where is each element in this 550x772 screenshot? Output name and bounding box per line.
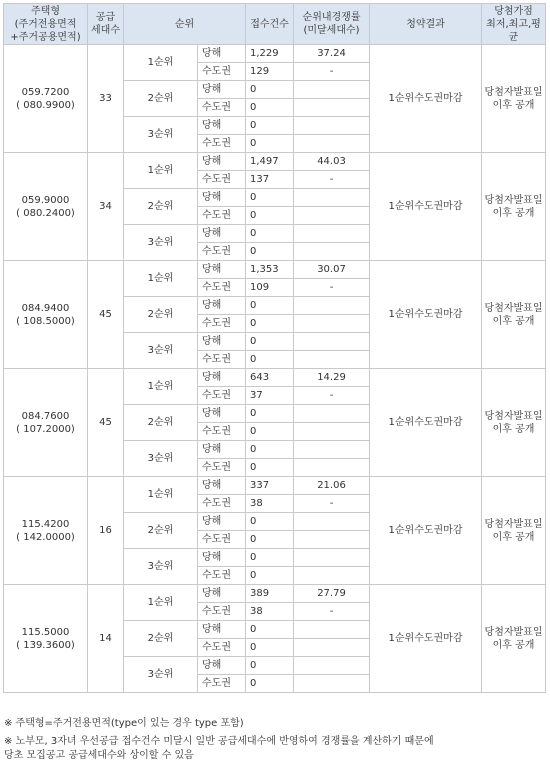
competition-cell: - (294, 603, 370, 621)
competition-cell: 37.24 (294, 45, 370, 63)
rank-cell: 1순위 (124, 477, 198, 513)
winning-score-line1: 당첨자발표일 (484, 518, 543, 530)
applications-cell: 0 (246, 531, 294, 549)
table-row (4, 261, 546, 279)
applications-cell: 0 (246, 81, 294, 99)
competition-cell: - (294, 495, 370, 513)
area-cell: 당해 (198, 549, 246, 567)
table-row (4, 585, 546, 603)
rank-cell: 2순위 (124, 405, 198, 441)
winning-score-line2: 이후 공개 (492, 423, 535, 435)
competition-cell (294, 135, 370, 153)
competition-cell: - (294, 171, 370, 189)
rank-cell: 1순위 (124, 45, 198, 81)
footnote-2 (4, 735, 434, 763)
rank-cell: 1순위 (124, 153, 198, 189)
housing-type-cell (4, 585, 88, 693)
applications-cell: 389 (246, 585, 294, 603)
area-cell: 수도권 (198, 639, 246, 657)
area-cell: 당해 (198, 657, 246, 675)
applications-cell: 129 (246, 63, 294, 81)
result-cell: 1순위수도권마감 (370, 45, 482, 153)
area-cell: 수도권 (198, 315, 246, 333)
applications-cell: 0 (246, 351, 294, 369)
rank-cell: 3순위 (124, 657, 198, 693)
header-housing-type (4, 4, 88, 45)
applications-cell: 0 (246, 333, 294, 351)
housing-type-sub: ( 142.0000) (16, 531, 75, 543)
rank-cell: 3순위 (124, 225, 198, 261)
area-cell: 수도권 (198, 423, 246, 441)
housing-type-cell (4, 153, 88, 261)
header-type-line1: 주택형 (31, 5, 60, 17)
supply-units-cell: 14 (88, 585, 124, 693)
area-cell: 수도권 (198, 459, 246, 477)
header-price-line1: 당첨가점 (494, 5, 533, 17)
area-cell: 당해 (198, 333, 246, 351)
applications-cell: 0 (246, 207, 294, 225)
winning-score-cell (482, 369, 546, 477)
area-cell: 당해 (198, 477, 246, 495)
rank-cell: 3순위 (124, 549, 198, 585)
rank-cell: 2순위 (124, 189, 198, 225)
applications-cell: 0 (246, 135, 294, 153)
rank-cell: 2순위 (124, 81, 198, 117)
applications-cell: 0 (246, 657, 294, 675)
table-row (4, 45, 546, 63)
housing-type-cell (4, 45, 88, 153)
area-cell: 당해 (198, 261, 246, 279)
applications-cell: 337 (246, 477, 294, 495)
competition-cell: - (294, 63, 370, 81)
area-cell: 수도권 (198, 99, 246, 117)
area-cell: 당해 (198, 117, 246, 135)
applications-cell: 1,229 (246, 45, 294, 63)
competition-cell (294, 99, 370, 117)
competition-cell (294, 207, 370, 225)
area-cell: 수도권 (198, 603, 246, 621)
winning-score-line1: 당첨자발표일 (484, 410, 543, 422)
applications-cell: 643 (246, 369, 294, 387)
competition-cell (294, 549, 370, 567)
competition-cell (294, 81, 370, 99)
housing-type-cell (4, 369, 88, 477)
applications-cell: 0 (246, 567, 294, 585)
applications-cell: 0 (246, 675, 294, 693)
competition-cell (294, 333, 370, 351)
applications-cell: 37 (246, 387, 294, 405)
area-cell: 당해 (198, 369, 246, 387)
competition-cell: 14.29 (294, 369, 370, 387)
footnote-1: ※ 주택형=주거전용면적(type이 있는 경우 type 포함) (4, 718, 244, 729)
table-body (4, 45, 546, 693)
result-cell: 1순위수도권마감 (370, 585, 482, 693)
header-supply-line1: 공급 (95, 12, 116, 23)
applications-cell: 0 (246, 225, 294, 243)
winning-score-line2: 이후 공개 (492, 531, 535, 543)
supply-units-cell: 16 (88, 477, 124, 585)
header-result: 청약결과 (370, 4, 482, 45)
applications-cell: 0 (246, 423, 294, 441)
header-competition-line2: (미달세대수) (303, 25, 360, 36)
rank-cell: 1순위 (124, 585, 198, 621)
applications-cell: 0 (246, 513, 294, 531)
winning-score-line1: 당첨자발표일 (484, 86, 543, 98)
header-type-line3: +주거공용면적) (10, 31, 81, 43)
rank-cell: 3순위 (124, 441, 198, 477)
winning-score-line2: 이후 공개 (492, 99, 535, 111)
header-competition-line1: 순위내경쟁률 (302, 12, 361, 23)
rank-cell: 1순위 (124, 261, 198, 297)
competition-cell: - (294, 279, 370, 297)
winning-score-cell (482, 45, 546, 153)
rank-cell: 3순위 (124, 117, 198, 153)
applications-cell: 38 (246, 495, 294, 513)
competition-cell: 30.07 (294, 261, 370, 279)
winning-score-line1: 당첨자발표일 (484, 194, 543, 206)
area-cell: 수도권 (198, 207, 246, 225)
header-winning-score (482, 4, 546, 45)
footnotes (4, 717, 434, 767)
header-supply-line2: 세대수 (91, 25, 120, 36)
applications-cell: 1,353 (246, 261, 294, 279)
competition-cell (294, 243, 370, 261)
area-cell: 당해 (198, 153, 246, 171)
applications-cell: 0 (246, 99, 294, 117)
area-cell: 당해 (198, 405, 246, 423)
header-competition (294, 4, 370, 45)
competition-cell (294, 117, 370, 135)
area-cell: 수도권 (198, 63, 246, 81)
competition-cell (294, 423, 370, 441)
area-cell: 수도권 (198, 675, 246, 693)
winning-score-line1: 당첨자발표일 (484, 626, 543, 638)
area-cell: 수도권 (198, 531, 246, 549)
competition-cell: - (294, 387, 370, 405)
competition-cell (294, 639, 370, 657)
rank-cell: 3순위 (124, 333, 198, 369)
area-cell: 수도권 (198, 135, 246, 153)
competition-cell (294, 621, 370, 639)
area-cell: 수도권 (198, 495, 246, 513)
table-row (4, 369, 546, 387)
applications-cell: 1,497 (246, 153, 294, 171)
result-cell: 1순위수도권마감 (370, 477, 482, 585)
applications-cell: 0 (246, 621, 294, 639)
competition-cell: 44.03 (294, 153, 370, 171)
area-cell: 수도권 (198, 351, 246, 369)
header-rank: 순위 (124, 4, 246, 45)
area-cell: 수도권 (198, 387, 246, 405)
area-cell: 당해 (198, 297, 246, 315)
competition-cell (294, 315, 370, 333)
housing-type-sub: ( 139.3600) (16, 639, 75, 651)
applications-cell: 38 (246, 603, 294, 621)
competition-cell (294, 675, 370, 693)
rank-cell: 2순위 (124, 297, 198, 333)
housing-type-main: 115.5000 (21, 626, 70, 638)
applications-cell: 109 (246, 279, 294, 297)
area-cell: 수도권 (198, 279, 246, 297)
area-cell: 수도권 (198, 567, 246, 585)
winning-score-line1: 당첨자발표일 (484, 302, 543, 314)
result-cell: 1순위수도권마감 (370, 369, 482, 477)
competition-cell (294, 441, 370, 459)
housing-type-cell (4, 477, 88, 585)
table-row (4, 153, 546, 171)
area-cell: 당해 (198, 513, 246, 531)
competition-cell: 21.06 (294, 477, 370, 495)
competition-cell (294, 567, 370, 585)
area-cell: 당해 (198, 45, 246, 63)
area-cell: 당해 (198, 441, 246, 459)
result-cell: 1순위수도권마감 (370, 153, 482, 261)
winning-score-line2: 이후 공개 (492, 207, 535, 219)
area-cell: 당해 (198, 621, 246, 639)
applications-cell: 0 (246, 315, 294, 333)
winning-score-cell (482, 153, 546, 261)
rank-cell: 1순위 (124, 369, 198, 405)
housing-type-main: 059.9000 (21, 194, 70, 206)
competition-cell (294, 297, 370, 315)
applications-cell: 0 (246, 243, 294, 261)
housing-type-sub: ( 080.2400) (16, 207, 75, 219)
area-cell: 수도권 (198, 171, 246, 189)
supply-units-cell: 45 (88, 261, 124, 369)
competition-cell (294, 459, 370, 477)
rank-cell: 2순위 (124, 621, 198, 657)
header-price-line2: 최저,최고,평균 (486, 18, 541, 43)
supply-units-cell: 33 (88, 45, 124, 153)
supply-units-cell: 45 (88, 369, 124, 477)
applications-cell: 0 (246, 189, 294, 207)
winning-score-line2: 이후 공개 (492, 315, 535, 327)
header-applications: 접수건수 (246, 4, 294, 45)
applications-cell: 0 (246, 441, 294, 459)
header-type-line2: (주거전용면적 (14, 18, 77, 30)
subscription-results-table (3, 3, 546, 693)
area-cell: 수도권 (198, 243, 246, 261)
housing-type-sub: ( 108.5000) (16, 315, 75, 327)
competition-cell (294, 225, 370, 243)
competition-cell (294, 405, 370, 423)
area-cell: 당해 (198, 585, 246, 603)
competition-cell (294, 657, 370, 675)
header-row (4, 4, 546, 45)
competition-cell (294, 351, 370, 369)
result-cell: 1순위수도권마감 (370, 261, 482, 369)
housing-type-main: 084.7600 (21, 410, 70, 422)
applications-cell: 0 (246, 117, 294, 135)
applications-cell: 0 (246, 639, 294, 657)
applications-cell: 0 (246, 405, 294, 423)
winning-score-cell (482, 585, 546, 693)
housing-type-main: 115.4200 (21, 518, 70, 530)
winning-score-cell (482, 477, 546, 585)
applications-cell: 0 (246, 459, 294, 477)
housing-type-cell (4, 261, 88, 369)
area-cell: 당해 (198, 81, 246, 99)
competition-cell: 27.79 (294, 585, 370, 603)
housing-type-sub: ( 080.9900) (16, 99, 75, 111)
applications-cell: 0 (246, 297, 294, 315)
housing-type-sub: ( 107.2000) (16, 423, 75, 435)
housing-type-main: 084.9400 (21, 302, 70, 314)
applications-cell: 0 (246, 549, 294, 567)
applications-cell: 137 (246, 171, 294, 189)
table-row (4, 477, 546, 495)
rank-cell: 2순위 (124, 513, 198, 549)
area-cell: 당해 (198, 189, 246, 207)
area-cell: 당해 (198, 225, 246, 243)
winning-score-cell (482, 261, 546, 369)
winning-score-line2: 이후 공개 (492, 639, 535, 651)
footnote-2-line1: ※ 노부모, 3자녀 우선공급 접수건수 미달시 일반 공급세대수에 반영하여 경쟁률을 계산하기 때문에 (4, 736, 434, 747)
competition-cell (294, 189, 370, 207)
footnote-2-line2: 당초 모집공고 공급세대수와 상이할 수 있음 (4, 750, 194, 761)
supply-units-cell: 34 (88, 153, 124, 261)
header-supply-units (88, 4, 124, 45)
competition-cell (294, 513, 370, 531)
housing-type-main: 059.7200 (21, 86, 70, 98)
competition-cell (294, 531, 370, 549)
